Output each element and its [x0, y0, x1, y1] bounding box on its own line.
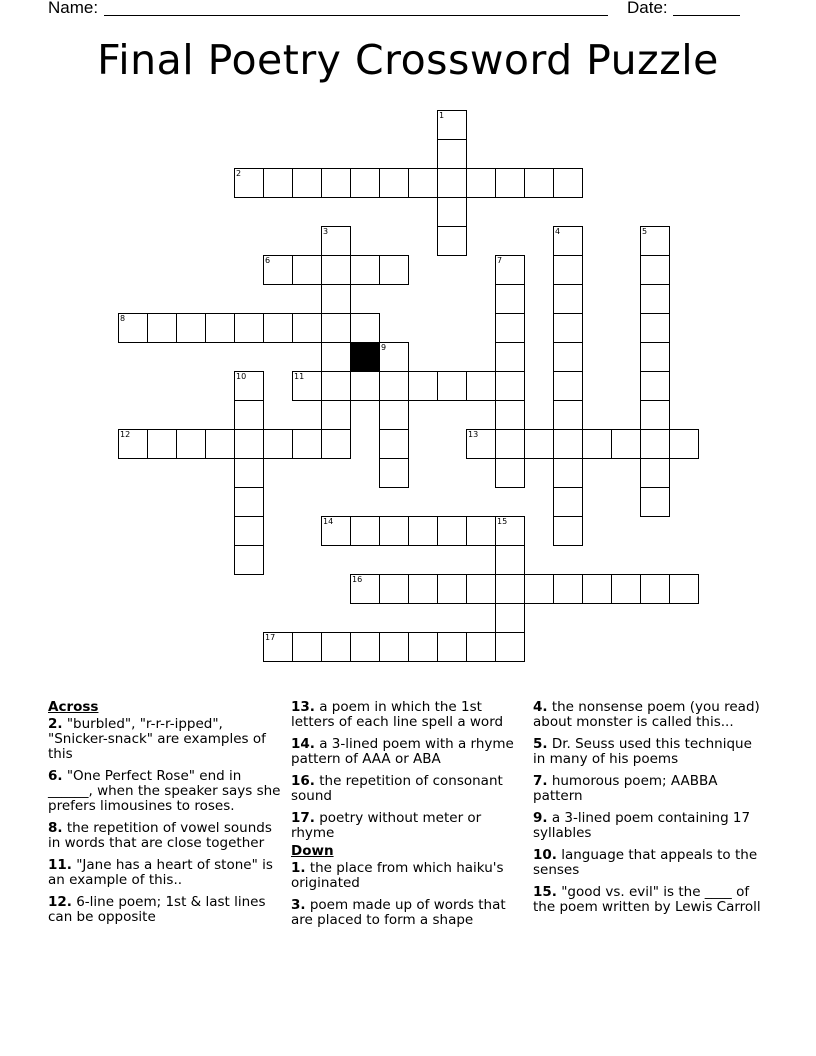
grid-cell[interactable]: [437, 371, 467, 401]
grid-cell[interactable]: [640, 429, 670, 459]
clue-item-text: "burbled", "r-r-r-ipped", "Snicker-snack" are examples of this: [48, 716, 266, 762]
grid-cell[interactable]: [379, 255, 409, 285]
grid-cell[interactable]: [321, 226, 351, 256]
grid-cell[interactable]: [176, 429, 206, 459]
clue-item-text: "good vs. evil" is the ____ of the poem written by Lewis Carroll: [533, 884, 761, 915]
grid-cell[interactable]: [350, 168, 380, 198]
clue-item-number: 5.: [533, 736, 548, 752]
clue-number: 6: [265, 256, 271, 265]
grid-cell[interactable]: [321, 255, 351, 285]
clue-number: 12: [120, 430, 131, 439]
grid-cell[interactable]: [350, 516, 380, 546]
clue-item: [48, 895, 282, 925]
grid-cell[interactable]: [495, 632, 525, 662]
clue-item-text: the repetition of consonant sound: [291, 773, 503, 804]
grid-cell[interactable]: [321, 429, 351, 459]
grid-cell[interactable]: [321, 632, 351, 662]
grid-cell[interactable]: [640, 458, 670, 488]
grid-cell[interactable]: [495, 458, 525, 488]
grid-cell[interactable]: [437, 516, 467, 546]
clue-item-text: poetry without meter or rhyme: [291, 810, 482, 841]
grid-cell[interactable]: [379, 458, 409, 488]
grid-cell[interactable]: [611, 429, 641, 459]
clue-item: [48, 858, 282, 888]
clue-item: [291, 737, 526, 767]
name-label: Name:: [48, 0, 99, 17]
grid-cell[interactable]: [640, 342, 670, 372]
grid-cell[interactable]: [669, 574, 699, 604]
clue-item: [291, 811, 526, 841]
clue-item-text: the nonsense poem (you read) about monster is called this...: [533, 699, 760, 730]
clue-item-text: language that appeals to the senses: [533, 847, 758, 878]
across-heading: Across: [48, 699, 99, 715]
grid-cell[interactable]: [582, 429, 612, 459]
clue-item-text: a poem in which the 1st letters of each line spell a word: [291, 699, 504, 730]
grid-cell[interactable]: [379, 371, 409, 401]
clue-number: 1: [439, 111, 445, 120]
grid-cell[interactable]: [408, 371, 438, 401]
grid-cell[interactable]: [495, 400, 525, 430]
grid-cell[interactable]: [292, 168, 322, 198]
grid-cell[interactable]: [234, 516, 264, 546]
grid-cell[interactable]: [263, 429, 293, 459]
grid-cell[interactable]: [147, 313, 177, 343]
grid-cell[interactable]: [234, 400, 264, 430]
grid-cell[interactable]: [234, 429, 264, 459]
grid-cell[interactable]: [263, 313, 293, 343]
clue-number: 15: [497, 517, 508, 526]
grid-cell[interactable]: [147, 429, 177, 459]
grid-cell[interactable]: [495, 313, 525, 343]
grid-cell[interactable]: [234, 168, 264, 198]
clue-item-number: 7.: [533, 773, 548, 789]
grid-cell[interactable]: [379, 168, 409, 198]
clue-item-text: 6-line poem; 1st & last lines can be opposite: [48, 894, 266, 925]
clue-item: [533, 700, 768, 730]
grid-cell[interactable]: [640, 313, 670, 343]
clue-item-text: poem made up of words that are placed to form a shape: [291, 897, 506, 928]
grid-cell[interactable]: [321, 313, 351, 343]
grid-cell[interactable]: [234, 458, 264, 488]
grid-cell[interactable]: [553, 516, 583, 546]
clue-item-text: the repetition of vowel sounds in words that are close together: [48, 820, 272, 851]
grid-cell[interactable]: [292, 371, 322, 401]
grid-cell[interactable]: [234, 545, 264, 575]
grid-cell[interactable]: [350, 371, 380, 401]
grid-cell[interactable]: [379, 516, 409, 546]
clue-number: 14: [323, 517, 334, 526]
grid-cell[interactable]: [553, 342, 583, 372]
clue-item: [48, 717, 282, 762]
clue-item-number: 11.: [48, 857, 72, 873]
grid-cell[interactable]: [437, 139, 467, 169]
grid-cell[interactable]: [234, 313, 264, 343]
grid-cell[interactable]: [553, 313, 583, 343]
grid-cell[interactable]: [408, 574, 438, 604]
clue-item-text: the place from which haiku's originated: [291, 860, 504, 891]
grid-cell[interactable]: [495, 371, 525, 401]
grid-cell[interactable]: [640, 371, 670, 401]
clues-column-3: [533, 700, 768, 922]
grid-cell[interactable]: [524, 168, 554, 198]
grid-cell[interactable]: [495, 603, 525, 633]
grid-cell[interactable]: [466, 516, 496, 546]
clue-item-text: humorous poem; AABBA pattern: [533, 773, 718, 804]
clue-item-text: a 3-lined poem containing 17 syllables: [533, 810, 751, 841]
clue-item-text: a 3-lined poem with a rhyme pattern of AAA or ABA: [291, 736, 514, 767]
clue-item-number: 17.: [291, 810, 315, 826]
grid-cell[interactable]: [553, 400, 583, 430]
grid-cell[interactable]: [292, 429, 322, 459]
grid-cell[interactable]: [553, 284, 583, 314]
clue-item-number: 3.: [291, 897, 306, 913]
grid-cell[interactable]: [466, 371, 496, 401]
grid-cell[interactable]: [205, 313, 235, 343]
grid-cell[interactable]: [379, 632, 409, 662]
clue-number: 17: [265, 633, 276, 642]
grid-cell[interactable]: [611, 574, 641, 604]
grid-cell[interactable]: [350, 255, 380, 285]
grid-cell[interactable]: [466, 574, 496, 604]
clue-item-number: 10.: [533, 847, 557, 863]
grid-cell[interactable]: [495, 284, 525, 314]
grid-cell[interactable]: [640, 400, 670, 430]
grid-cell[interactable]: [466, 168, 496, 198]
grid-cell[interactable]: [437, 226, 467, 256]
grid-cell[interactable]: [437, 110, 467, 140]
clue-item: [533, 811, 768, 841]
grid-cell[interactable]: [640, 487, 670, 517]
clues-column-1: [48, 700, 282, 932]
clue-item-text: "Jane has a heart of stone" is an example of this..: [48, 857, 273, 888]
grid-cell[interactable]: [524, 574, 554, 604]
clue-item-number: 9.: [533, 810, 548, 826]
grid-cell[interactable]: [205, 429, 235, 459]
clue-item: [291, 898, 526, 928]
date-label: Date:: [627, 0, 668, 17]
clue-item: [48, 821, 282, 851]
grid-cell[interactable]: [495, 342, 525, 372]
clue-number: 11: [294, 372, 305, 381]
grid-cell[interactable]: [553, 487, 583, 517]
clue-number: 2: [236, 169, 242, 178]
grid-cell[interactable]: [263, 632, 293, 662]
grid-cell[interactable]: [379, 400, 409, 430]
clue-number: 13: [468, 430, 479, 439]
clue-item-text: "One Perfect Rose" end in ______, when the speaker says she prefers limousines to roses.: [48, 768, 281, 814]
grid-cell[interactable]: [466, 429, 496, 459]
grid-cell[interactable]: [176, 313, 206, 343]
grid-cell[interactable]: [321, 400, 351, 430]
grid-cell[interactable]: [379, 574, 409, 604]
grid-cell[interactable]: [350, 632, 380, 662]
page-title: Final Poetry Crossword Puzzle: [97, 36, 719, 84]
grid-cell[interactable]: [466, 632, 496, 662]
grid-cell[interactable]: [408, 516, 438, 546]
grid-cell[interactable]: [640, 255, 670, 285]
grid-cell[interactable]: [118, 429, 148, 459]
grid-cell[interactable]: [118, 313, 148, 343]
grid-cell[interactable]: [553, 458, 583, 488]
grid-cell[interactable]: [321, 342, 351, 372]
grid-cell[interactable]: [553, 371, 583, 401]
grid-cell[interactable]: [640, 284, 670, 314]
clue-item-number: 16.: [291, 773, 315, 789]
grid-cell[interactable]: [553, 168, 583, 198]
grid-cell[interactable]: [437, 168, 467, 198]
down-heading: Down: [291, 843, 334, 859]
clue-item-number: 2.: [48, 716, 63, 732]
grid-cell[interactable]: [437, 632, 467, 662]
grid-cell[interactable]: [553, 226, 583, 256]
clue-item-number: 14.: [291, 736, 315, 752]
clue-number: 9: [381, 343, 387, 352]
black-square: [350, 342, 380, 372]
clue-item-number: 8.: [48, 820, 63, 836]
grid-cell[interactable]: [263, 255, 293, 285]
clue-item-number: 12.: [48, 894, 72, 910]
grid-cell[interactable]: [321, 284, 351, 314]
grid-cell[interactable]: [553, 429, 583, 459]
clue-number: 3: [323, 227, 329, 236]
grid-cell[interactable]: [321, 371, 351, 401]
clue-number: 5: [642, 227, 648, 236]
grid-cell[interactable]: [292, 313, 322, 343]
grid-cell[interactable]: [234, 371, 264, 401]
clue-number: 10: [236, 372, 247, 381]
clue-item: [533, 848, 768, 878]
clue-item: [291, 700, 526, 730]
grid-cell[interactable]: [495, 168, 525, 198]
grid-cell[interactable]: [234, 487, 264, 517]
clue-item-number: 15.: [533, 884, 557, 900]
clue-number: 16: [352, 575, 363, 584]
clue-number: 8: [120, 314, 126, 323]
clue-item-number: 6.: [48, 768, 63, 784]
grid-cell[interactable]: [292, 632, 322, 662]
grid-cell[interactable]: [524, 429, 554, 459]
grid-cell[interactable]: [292, 255, 322, 285]
grid-cell[interactable]: [408, 168, 438, 198]
clue-item: [291, 774, 526, 804]
grid-cell[interactable]: [350, 574, 380, 604]
grid-cell[interactable]: [321, 168, 351, 198]
clue-item-text: Dr. Seuss used this technique in many of his poems: [533, 736, 752, 767]
grid-cell[interactable]: [350, 313, 380, 343]
clue-item: [533, 885, 768, 915]
grid-cell[interactable]: [640, 226, 670, 256]
clues-column-2: [291, 700, 526, 935]
grid-cell[interactable]: [379, 342, 409, 372]
clue-number: 4: [555, 227, 561, 236]
clue-number: 7: [497, 256, 503, 265]
clue-item: [533, 774, 768, 804]
clue-item: [533, 737, 768, 767]
grid-cell[interactable]: [553, 574, 583, 604]
clue-item-number: 1.: [291, 860, 306, 876]
clue-item-number: 13.: [291, 699, 315, 715]
grid-cell[interactable]: [495, 255, 525, 285]
clue-item: [48, 769, 282, 814]
clue-item-number: 4.: [533, 699, 548, 715]
grid-cell[interactable]: [408, 632, 438, 662]
grid-cell[interactable]: [379, 429, 409, 459]
grid-cell[interactable]: [321, 516, 351, 546]
grid-cell[interactable]: [495, 516, 525, 546]
grid-cell[interactable]: [495, 429, 525, 459]
grid-cell[interactable]: [263, 168, 293, 198]
grid-cell[interactable]: [495, 574, 525, 604]
grid-cell[interactable]: [640, 574, 670, 604]
grid-cell[interactable]: [553, 255, 583, 285]
grid-cell[interactable]: [669, 429, 699, 459]
grid-cell[interactable]: [437, 574, 467, 604]
grid-cell[interactable]: [495, 545, 525, 575]
clue-item: [291, 861, 526, 891]
grid-cell[interactable]: [437, 197, 467, 227]
grid-cell[interactable]: [582, 574, 612, 604]
